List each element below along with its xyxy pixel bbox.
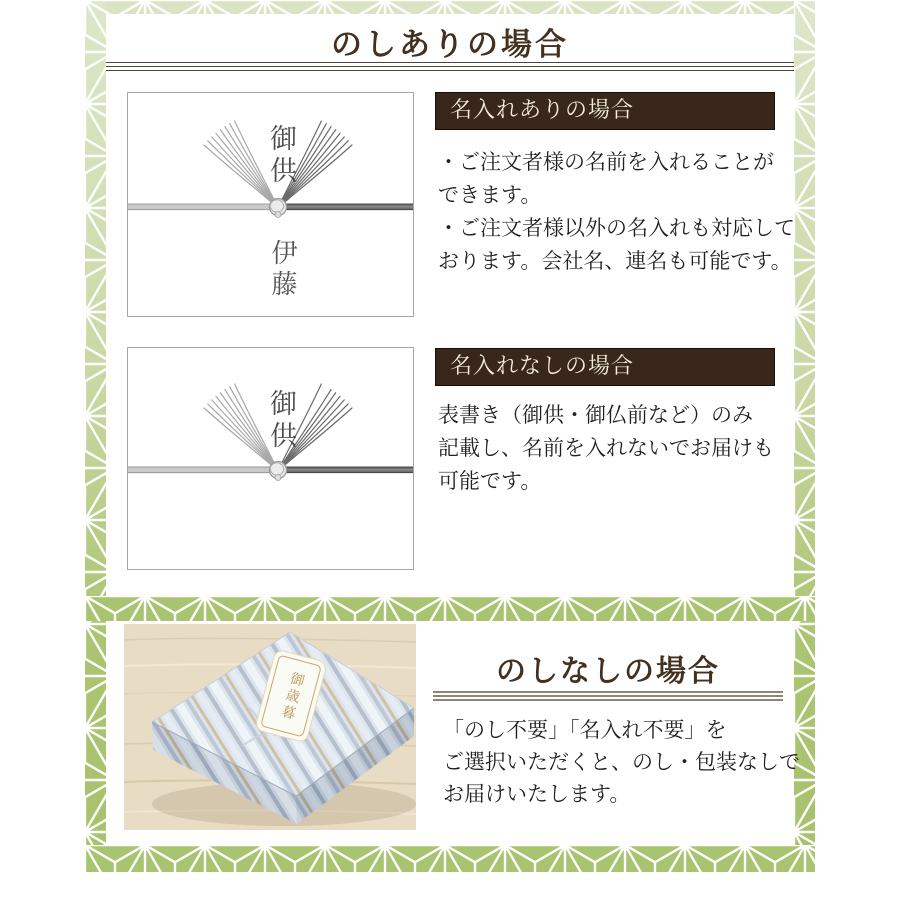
body-line: おります。会社名、連名も可能です。: [438, 249, 792, 273]
header-bar-unnamed: 名入れなしの場合: [435, 348, 775, 386]
noshi-omotegaki-text: 御供: [266, 389, 296, 453]
noshi-sample-named: [127, 92, 414, 317]
body-line: 表書き（御供・御仏前など）のみ: [438, 403, 753, 427]
mizuhiki-graphic: [128, 348, 413, 569]
section-title-noshi-nashi: のしなしの場合: [496, 655, 720, 688]
asanoha-border-bottom: [85, 845, 815, 872]
noshi-omotegaki-text: 御供: [266, 124, 296, 188]
body-line: 「のし不要」「名入れ不要」を: [443, 718, 727, 742]
asanoha-divider-band: [85, 596, 815, 621]
body-line: ・ご注文者様以外の名入れも対応して: [438, 216, 795, 240]
body-line: お届けいたします。: [443, 782, 631, 806]
body-text-no-noshi: [443, 714, 800, 810]
body-line: ご選択いただくと、のし・包装なしで: [443, 750, 800, 774]
body-line: 記載し、名前を入れないでお届けも: [438, 436, 774, 460]
asanoha-border-top: [85, 0, 815, 14]
body-line: 可能です。: [438, 469, 542, 493]
body-line: できます。: [438, 183, 542, 207]
section-title-noshi-ari: のしありの場合: [331, 27, 569, 62]
body-text-named: [438, 146, 795, 278]
gift-label-text: 御歳暮: [277, 669, 306, 723]
body-text-unnamed: [438, 399, 774, 498]
asanoha-border-left: [85, 0, 106, 872]
noshi-name-text: 伊藤: [268, 239, 297, 301]
title-triple-rule-bottom: [433, 691, 783, 703]
noshi-sample-unnamed: [127, 347, 414, 570]
title-triple-rule: [106, 62, 794, 74]
package-photo: [124, 624, 416, 830]
header-bar-named: 名入れありの場合: [435, 92, 775, 130]
body-line: ・ご注文者様の名前を入れることが: [438, 150, 774, 174]
